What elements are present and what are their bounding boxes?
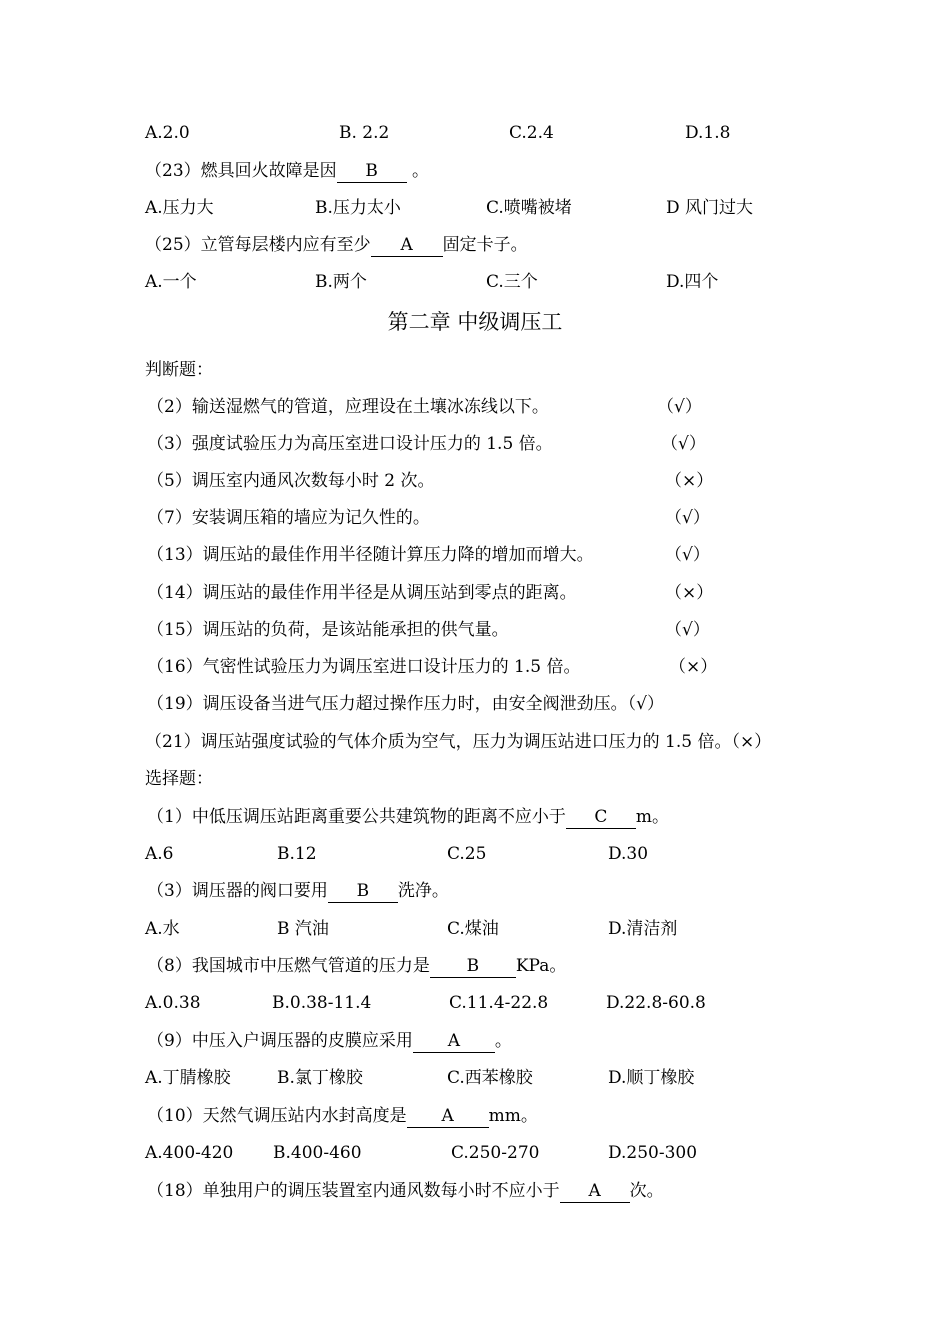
tf-number: （21） bbox=[145, 732, 201, 752]
question-tail: 固定卡子。 bbox=[442, 235, 528, 255]
tf-mark: （√） bbox=[665, 620, 710, 640]
option-c: C.2.4 bbox=[509, 123, 554, 143]
option-c: C.喷嘴被堵 bbox=[486, 198, 572, 218]
option-b: B. 2.2 bbox=[339, 123, 390, 143]
answer-blank: A bbox=[407, 1105, 489, 1128]
tf-mark: （×） bbox=[731, 732, 772, 752]
mc-question bbox=[147, 1101, 538, 1131]
option-b: B.400-460 bbox=[273, 1143, 362, 1163]
option-d: D.清洁剂 bbox=[608, 919, 678, 939]
tf-mark: （√） bbox=[665, 545, 710, 565]
option-a: A.水 bbox=[145, 919, 180, 939]
tf-item bbox=[147, 429, 706, 459]
tf-text: 调压站的最佳作用半径是从调压站到零点的距离。 bbox=[202, 583, 577, 603]
answer-blank: A bbox=[413, 1030, 495, 1053]
question-tail: mm。 bbox=[488, 1106, 538, 1126]
tf-item bbox=[147, 503, 710, 533]
tf-text: 调压站的最佳作用半径随计算压力降的增加而增大。 bbox=[202, 545, 594, 565]
tf-mark: （×） bbox=[665, 471, 714, 491]
option-b: B.氯丁橡胶 bbox=[277, 1068, 363, 1088]
tf-heading: 判断题： bbox=[145, 360, 213, 380]
tf-text: 安装调压箱的墙应为记久性的。 bbox=[191, 508, 430, 528]
option-b: B.0.38-11.4 bbox=[272, 993, 372, 1013]
option-c: C.250-270 bbox=[451, 1143, 540, 1163]
option-c: C.煤油 bbox=[447, 919, 499, 939]
option-a: A.丁腈橡胶 bbox=[145, 1068, 231, 1088]
option-b: B 汽油 bbox=[277, 919, 329, 939]
option-b: B.12 bbox=[277, 844, 317, 864]
question-number: （18） bbox=[147, 1181, 203, 1201]
mc-question bbox=[147, 1026, 512, 1056]
question-25 bbox=[145, 230, 528, 260]
question-number: （8） bbox=[147, 956, 192, 976]
question-text: 调压器的阀口要用 bbox=[191, 881, 328, 901]
question-tail: m。 bbox=[635, 807, 669, 827]
tf-mark: （×） bbox=[669, 657, 718, 677]
option-a: A.6 bbox=[145, 844, 174, 864]
tf-text: 气密性试验压力为调压室进口设计压力的 1.5 倍。 bbox=[202, 657, 581, 677]
question-tail: KPa。 bbox=[515, 956, 567, 976]
question-tail: 次。 bbox=[629, 1181, 664, 1201]
mc-question bbox=[147, 876, 449, 906]
option-c: C.11.4-22.8 bbox=[449, 993, 549, 1013]
tf-mark: （√） bbox=[665, 508, 710, 528]
tf-number: （7） bbox=[147, 508, 192, 528]
question-number: （23） bbox=[145, 161, 201, 181]
tf-mark: （√） bbox=[627, 694, 664, 714]
question-text: 我国城市中压燃气管道的压力是 bbox=[191, 956, 430, 976]
answer-blank: B bbox=[337, 160, 407, 183]
option-d: D 风门过大 bbox=[666, 198, 754, 218]
mc-question bbox=[147, 1176, 664, 1206]
option-b: B.两个 bbox=[315, 272, 367, 292]
tf-item bbox=[145, 727, 771, 757]
option-d: D.250-300 bbox=[608, 1143, 698, 1163]
tf-text: 输送湿燃气的管道，应理设在土壤冰冻线以下。 bbox=[191, 397, 549, 417]
tf-number: （3） bbox=[147, 434, 192, 454]
option-a: A.压力大 bbox=[145, 198, 214, 218]
option-a: A.400-420 bbox=[145, 1143, 234, 1163]
tf-number: （13） bbox=[147, 545, 203, 565]
chapter-title: 第二章 中级调压工 bbox=[387, 310, 563, 334]
option-d: D.顺丁橡胶 bbox=[608, 1068, 695, 1088]
tf-text: 调压站强度试验的气体介质为空气，压力为调压站进口压力的 1.5 倍。 bbox=[200, 732, 732, 752]
question-number: （9） bbox=[147, 1031, 192, 1051]
question-text: 天然气调压站内水封高度是 bbox=[202, 1106, 407, 1126]
answer-blank: C bbox=[566, 806, 636, 829]
tf-mark: （×） bbox=[665, 583, 714, 603]
tf-text: 调压设备当进气压力超过操作压力时，由安全阀泄劲压。 bbox=[202, 694, 628, 714]
option-d: D.四个 bbox=[666, 272, 719, 292]
tf-number: （15） bbox=[147, 620, 203, 640]
option-a: A.0.38 bbox=[145, 993, 201, 1013]
question-number: （1） bbox=[147, 807, 192, 827]
option-a: A.2.0 bbox=[145, 123, 190, 143]
question-23 bbox=[145, 156, 429, 186]
tf-text: 调压站的负荷，是该站能承担的供气量。 bbox=[202, 620, 509, 640]
option-c: C.25 bbox=[447, 844, 487, 864]
tf-item bbox=[147, 466, 714, 496]
tf-item bbox=[147, 652, 718, 682]
tf-item bbox=[147, 689, 664, 719]
question-text: 立管每层楼内应有至少 bbox=[200, 235, 371, 255]
tf-item bbox=[147, 615, 710, 645]
answer-blank: A bbox=[371, 234, 443, 257]
question-tail: 洗净。 bbox=[397, 881, 449, 901]
question-text: 单独用户的调压装置室内通风数每小时不应小于 bbox=[202, 1181, 560, 1201]
option-a: A.一个 bbox=[145, 272, 197, 292]
tf-mark: （√） bbox=[661, 434, 706, 454]
option-b: B.压力太小 bbox=[315, 198, 401, 218]
option-d: D.22.8-60.8 bbox=[606, 993, 706, 1013]
tf-number: （2） bbox=[147, 397, 192, 417]
question-number: （3） bbox=[147, 881, 192, 901]
option-d: D.30 bbox=[608, 844, 649, 864]
question-tail: 。 bbox=[494, 1031, 512, 1051]
tf-mark: （√） bbox=[657, 397, 702, 417]
question-tail: 。 bbox=[406, 161, 430, 181]
tf-text: 调压室内通风次数每小时 2 次。 bbox=[191, 471, 435, 491]
option-c: C.西苯橡胶 bbox=[447, 1068, 533, 1088]
question-text: 中低压调压站距离重要公共建筑物的距离不应小于 bbox=[191, 807, 566, 827]
tf-number: （5） bbox=[147, 471, 192, 491]
question-text: 中压入户调压器的皮膜应采用 bbox=[191, 1031, 413, 1051]
mc-question bbox=[147, 951, 566, 981]
question-number: （10） bbox=[147, 1106, 203, 1126]
option-d: D.1.8 bbox=[685, 123, 731, 143]
tf-item bbox=[147, 392, 702, 422]
question-number: （25） bbox=[145, 235, 201, 255]
option-c: C.三个 bbox=[486, 272, 538, 292]
answer-blank: B bbox=[328, 880, 398, 903]
tf-item bbox=[147, 540, 710, 570]
tf-text: 强度试验压力为高压室进口设计压力的 1.5 倍。 bbox=[191, 434, 553, 454]
mc-heading: 选择题： bbox=[145, 769, 213, 789]
mc-question bbox=[147, 802, 669, 832]
answer-blank: A bbox=[560, 1180, 630, 1203]
answer-blank: B bbox=[430, 955, 516, 978]
tf-number: （19） bbox=[147, 694, 203, 714]
question-text: 燃具回火故障是因 bbox=[200, 161, 337, 181]
tf-number: （14） bbox=[147, 583, 203, 603]
tf-item bbox=[147, 578, 714, 608]
tf-number: （16） bbox=[147, 657, 203, 677]
